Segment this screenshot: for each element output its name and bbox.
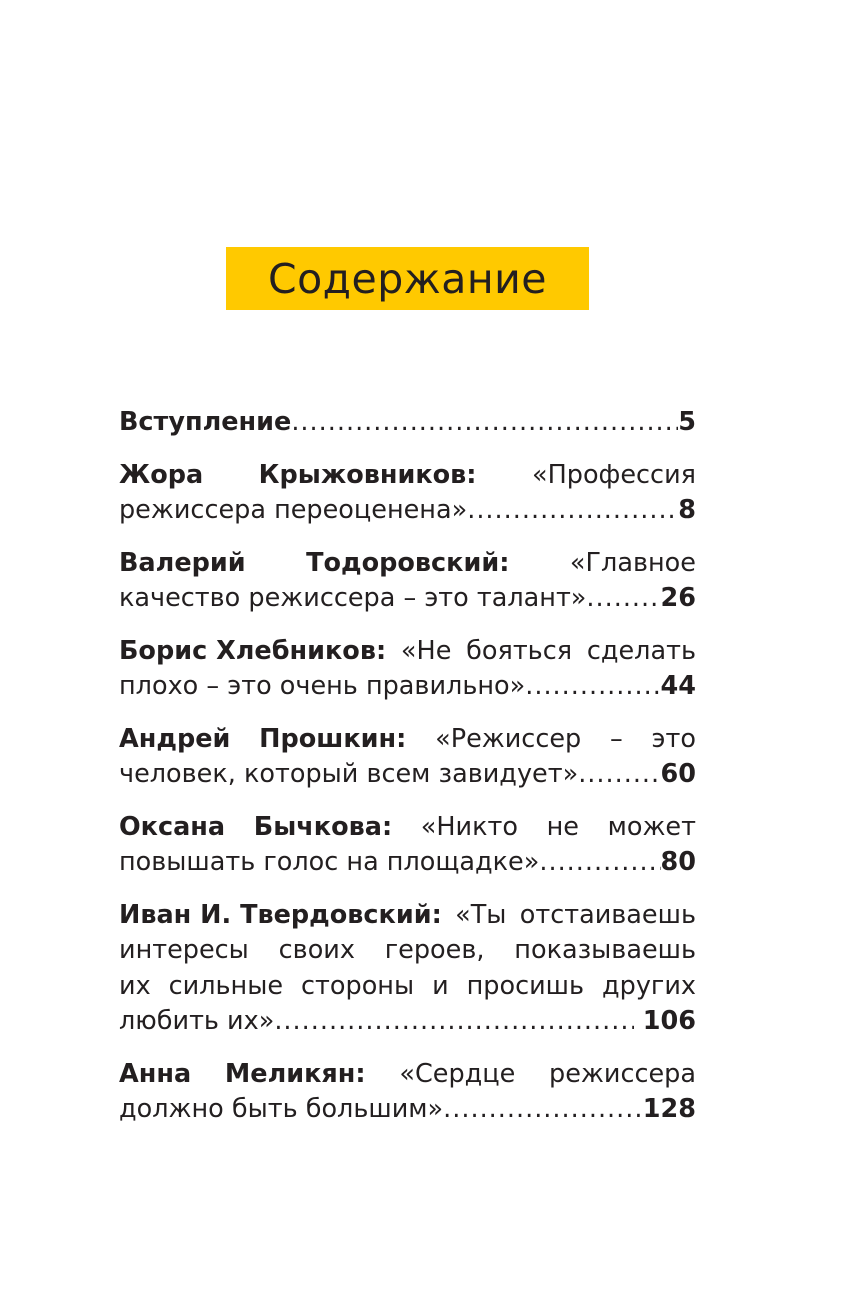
entry-title-word: просишь (466, 970, 585, 1001)
page-number: 80 (660, 847, 696, 877)
dot-leader (525, 669, 660, 705)
entry-author-word: Оксана (119, 811, 226, 842)
entry-author-word: Валерий (119, 547, 246, 578)
page-title: Содержание (267, 254, 548, 303)
entry-title-word: это (651, 723, 696, 754)
page-number: 5 (678, 407, 696, 437)
toc-entry-line (119, 722, 696, 758)
entry-title-word: сильные (168, 970, 284, 1001)
entry-title: качество режиссера – это талант» (119, 583, 587, 613)
entry-title-word: бояться (466, 635, 573, 666)
toc-entry-line (119, 634, 696, 670)
dot-leader (539, 845, 660, 881)
toc-entry (119, 458, 696, 529)
entry-title-word: «Никто (420, 811, 518, 842)
toc-entry-last-line (119, 669, 696, 705)
entry-author: Вступление (119, 407, 292, 437)
entry-author-word: Иван И. Твердовский: (119, 899, 442, 930)
toc-entry (119, 405, 696, 441)
toc-entry-line (119, 1057, 696, 1093)
entry-title: человек, который всем завидует» (119, 759, 579, 789)
toc-entry-last-line (119, 493, 696, 529)
toc-entry (119, 722, 696, 793)
toc-entry-line (119, 458, 696, 494)
entry-title-word: «Профессия (531, 459, 696, 490)
toc-entry-last-line (119, 757, 696, 793)
entry-title-word: героев, (384, 935, 485, 965)
entry-title-word: – (610, 723, 623, 754)
page-number: 60 (660, 759, 696, 789)
entry-title-word: отстаиваешь (519, 899, 696, 930)
entry-author-word: Анна (119, 1058, 192, 1089)
table-of-contents (119, 405, 696, 1145)
toc-entry-last-line (119, 1004, 696, 1040)
toc-entry (119, 898, 696, 1040)
page-number: 26 (660, 583, 696, 613)
dot-leader (586, 581, 660, 617)
page-number: 8 (678, 495, 696, 525)
entry-title-word: «Ты (455, 899, 507, 930)
dot-leader (443, 1092, 643, 1128)
toc-entry-line (119, 810, 696, 846)
toc-entry (119, 634, 696, 705)
entry-title: плохо – это очень правильно» (119, 671, 526, 701)
entry-title-word: и (432, 970, 449, 1001)
entry-title-word: своих (278, 935, 355, 965)
entry-author-word: Крыжовников: (258, 459, 477, 490)
entry-title-word: может (607, 811, 696, 842)
toc-entry-last-line (119, 1092, 696, 1128)
entry-author-word: Тодоровский: (306, 547, 510, 578)
entry-author-word: Бычкова: (253, 811, 393, 842)
entry-title-word: других (602, 970, 696, 1001)
entry-title: повышать голос на площадке» (119, 847, 540, 877)
toc-entry (119, 810, 696, 881)
toc-entry-line (119, 969, 696, 1005)
toc-entry-last-line (119, 581, 696, 617)
entry-title-word: «Главное (569, 547, 696, 578)
toc-entry-line (119, 546, 696, 582)
dot-leader (274, 1004, 634, 1040)
entry-author-word: Прошкин: (259, 723, 407, 754)
entry-title-word: не (546, 811, 579, 842)
title-banner (226, 247, 589, 310)
page-number: 106 (633, 1006, 696, 1036)
entry-title: должно быть большим» (119, 1094, 444, 1124)
dot-leader (291, 405, 678, 441)
entry-title-word: интересы (119, 935, 249, 965)
entry-author-word: Борис Хлебников: (119, 635, 387, 666)
entry-author-word: Андрей (119, 723, 231, 754)
entry-title: режиссера переоценена» (119, 495, 468, 525)
entry-title-word: показываешь (514, 935, 696, 965)
entry-title-word: их (119, 970, 151, 1001)
toc-entry-last-line (119, 845, 696, 881)
entry-title-word: режиссера (549, 1058, 696, 1089)
entry-title-word: стороны (301, 970, 415, 1001)
entry-title-word: сделать (586, 635, 696, 666)
entry-title-word: «Сердце (399, 1058, 516, 1089)
toc-entry-line (119, 933, 696, 969)
dot-leader (467, 493, 678, 529)
page-number: 44 (660, 671, 696, 701)
entry-author-word: Меликян: (224, 1058, 366, 1089)
entry-title-word: «Не (400, 635, 452, 666)
toc-entry-last-line (119, 405, 696, 441)
toc-entry-line (119, 898, 696, 934)
entry-title: любить их» (119, 1006, 275, 1036)
entry-title-word: «Режиссер (435, 723, 582, 754)
entry-author-word: Жора (119, 459, 204, 490)
toc-entry (119, 1057, 696, 1128)
page-number: 128 (642, 1094, 696, 1124)
dot-leader (578, 757, 660, 793)
toc-entry (119, 546, 696, 617)
